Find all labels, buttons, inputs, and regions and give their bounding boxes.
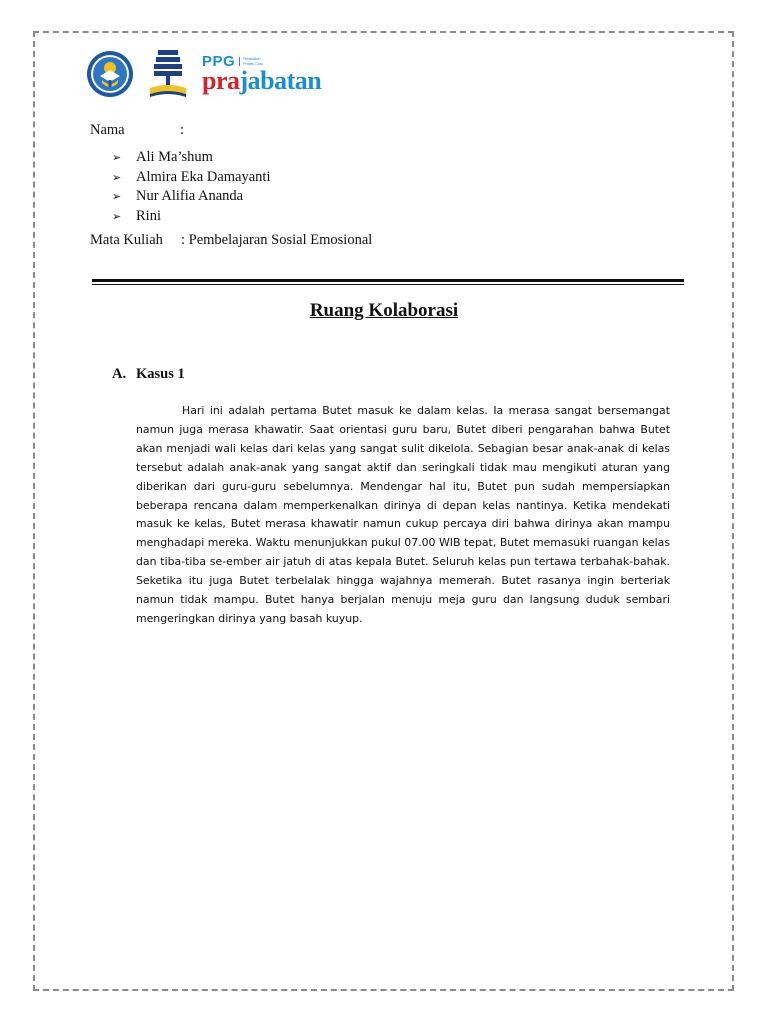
section-letter: A. (112, 366, 127, 382)
mata-kuliah-value: : Pembelajaran Sosial Emosional (181, 232, 373, 248)
mata-kuliah-row (90, 232, 372, 249)
arrow-bullet-icon: ➢ (112, 152, 122, 165)
case-paragraph: Hari ini adalah pertama Butet masuk ke dalam kelas. Ia merasa sangat bersemangat namun juga merasa khawatir. Saat orientasi guru baru, Butet diberi pengarahan bahwa Butet akan menjadi wali kelas dari kelas yang sangat sulit dikelola. Sebagian besar anak-anak di kelas tersebut adalah anak-anak yang sangat aktif dan seringkali tidak mau mengikuti aturan yang diberikan dari guru-guru sebelumnya. Mendengar hal itu, Butet pun sudah mempersiapkan beberapa rencana dalam memperkenalkan dirinya di depan kelas nantinya. Ketika mendekati masuk ke kelas, Butet merasa khawatir namun cukup percaya diri bahwa dirinya akan mampu menghadapi mereka. Waktu menunjukkan pukul 07.00 WIB tepat, Butet memasuki ruangan kelas dan tiba-tiba se-ember air jatuh di atas kepala Butet. Seluruh kelas pun tertawa terbahak-bahak. Seketika itu juga Butet terbelalak hingga wajahnya memerah. Butet rasanya ingin berteriak namun tidak mampu. Butet hanya berjalan menuju meja guru dan langsung duduk sembari mengeringkan dirinya yang basah kuyup. (136, 404, 670, 625)
list-item (112, 168, 372, 188)
nama-label: Nama (90, 122, 125, 138)
brand-jabatan: jabatan (239, 66, 322, 95)
member-name: Ali Ma’shum (136, 149, 213, 166)
section-heading (112, 366, 185, 383)
prajabatan-wordmark (202, 68, 321, 94)
member-name: Almira Eka Damayanti (136, 168, 271, 185)
nama-row (90, 122, 372, 139)
divider-thin (92, 284, 684, 285)
kemendikbud-logo-icon (86, 50, 134, 98)
mata-kuliah-label: Mata Kuliah (90, 232, 163, 248)
brand-pra: pra (202, 66, 240, 95)
nama-colon: : (180, 122, 185, 138)
list-item (112, 207, 372, 227)
prajabatan-logo (202, 54, 321, 94)
arrow-bullet-icon: ➢ (112, 191, 122, 204)
section-title: Kasus 1 (136, 366, 185, 382)
student-info (90, 122, 372, 249)
member-name: Nur Alifia Ananda (136, 188, 244, 205)
universitas-terbuka-logo-icon (148, 48, 188, 100)
list-item (112, 148, 372, 168)
header-logos (86, 46, 321, 102)
list-item (112, 187, 372, 207)
ppg-label: PPG (202, 53, 236, 70)
divider-thick (92, 279, 684, 282)
ppg-sublabel: Pendidikan Profesi Guru (239, 57, 265, 65)
member-name: Rini (136, 207, 161, 224)
arrow-bullet-icon: ➢ (112, 210, 122, 223)
document-title: Ruang Kolaborasi (309, 300, 459, 321)
arrow-bullet-icon: ➢ (112, 171, 122, 184)
member-list (90, 148, 372, 226)
